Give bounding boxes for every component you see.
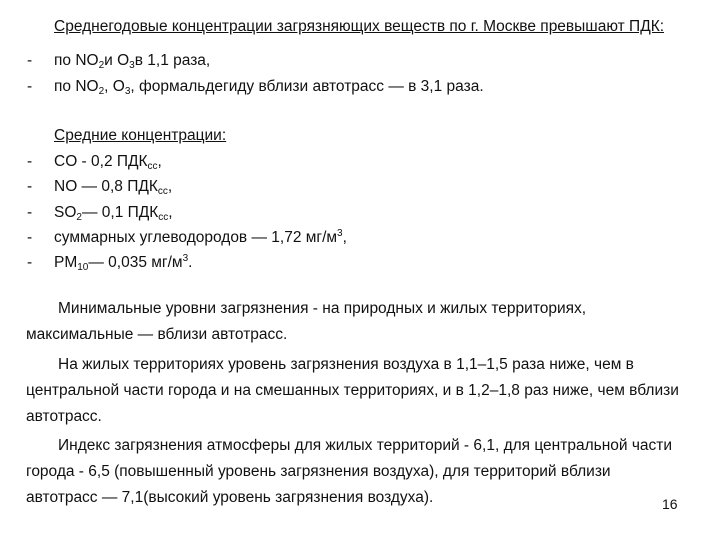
list-item-hydrocarbons: суммарных углеводородов — 1,72 $мг/м^3$,: [54, 228, 347, 246]
list-dash: -: [27, 52, 33, 69]
list-dash: -: [27, 229, 33, 246]
page-number: 16: [662, 496, 678, 512]
paragraph-pollution-index: Индекс загрязнения атмосферы для жилых территорий - 6,1, для центральной части города - 6,5 (повышенный уровень загрязнения воздуха), для территорий вблизи автотрасс — 7,1(высокий уровень загрязнения воздуха).: [26, 437, 673, 506]
list-item-no2-o3: по $NO_2и$ $O_3в$ 1,1 раза,: [54, 52, 211, 71]
paragraph-residential-areas: На жилых территориях уровень загрязнения воздуха в 1,1–1,5 раза ниже, чем в центральной части города и на смешанных территориях, и в 1,2–1,8 раз ниже, чем вблизи автотрасс.: [26, 356, 679, 425]
heading-average-concentrations: Средние концентрации:: [54, 127, 227, 144]
heading-exceedance: Среднегодовые концентрации загрязняющих веществ по г. Москве превышают ПДК:: [54, 18, 665, 35]
list-item-pm10: $PM_{10}—$ 0,035 $мг/м^3$.: [54, 253, 193, 273]
list-dash: -: [27, 153, 33, 170]
list-item-near-highways: по $NO_2$, $O_3$, формальдегиду вблизи автотрасс — в 3,1 раза.: [54, 78, 484, 97]
list-item-so2: $SO_2—$ 0,1 $ПДК_{сс}$,: [54, 204, 173, 223]
list-dash: -: [27, 178, 33, 195]
paragraph-min-max-levels: Минимальные уровни загрязнения - на природных и жилых территориях, максимальные — вблизи автотрасс.: [26, 300, 587, 343]
list-item-co: CO - 0,2 $ПДК_{сс}$,: [54, 153, 162, 172]
list-dash: -: [27, 204, 33, 221]
list-dash: -: [27, 254, 33, 271]
list-item-no: NO — 0,8 $ПДК_{сс}$,: [54, 178, 173, 197]
list-dash: -: [27, 78, 33, 95]
